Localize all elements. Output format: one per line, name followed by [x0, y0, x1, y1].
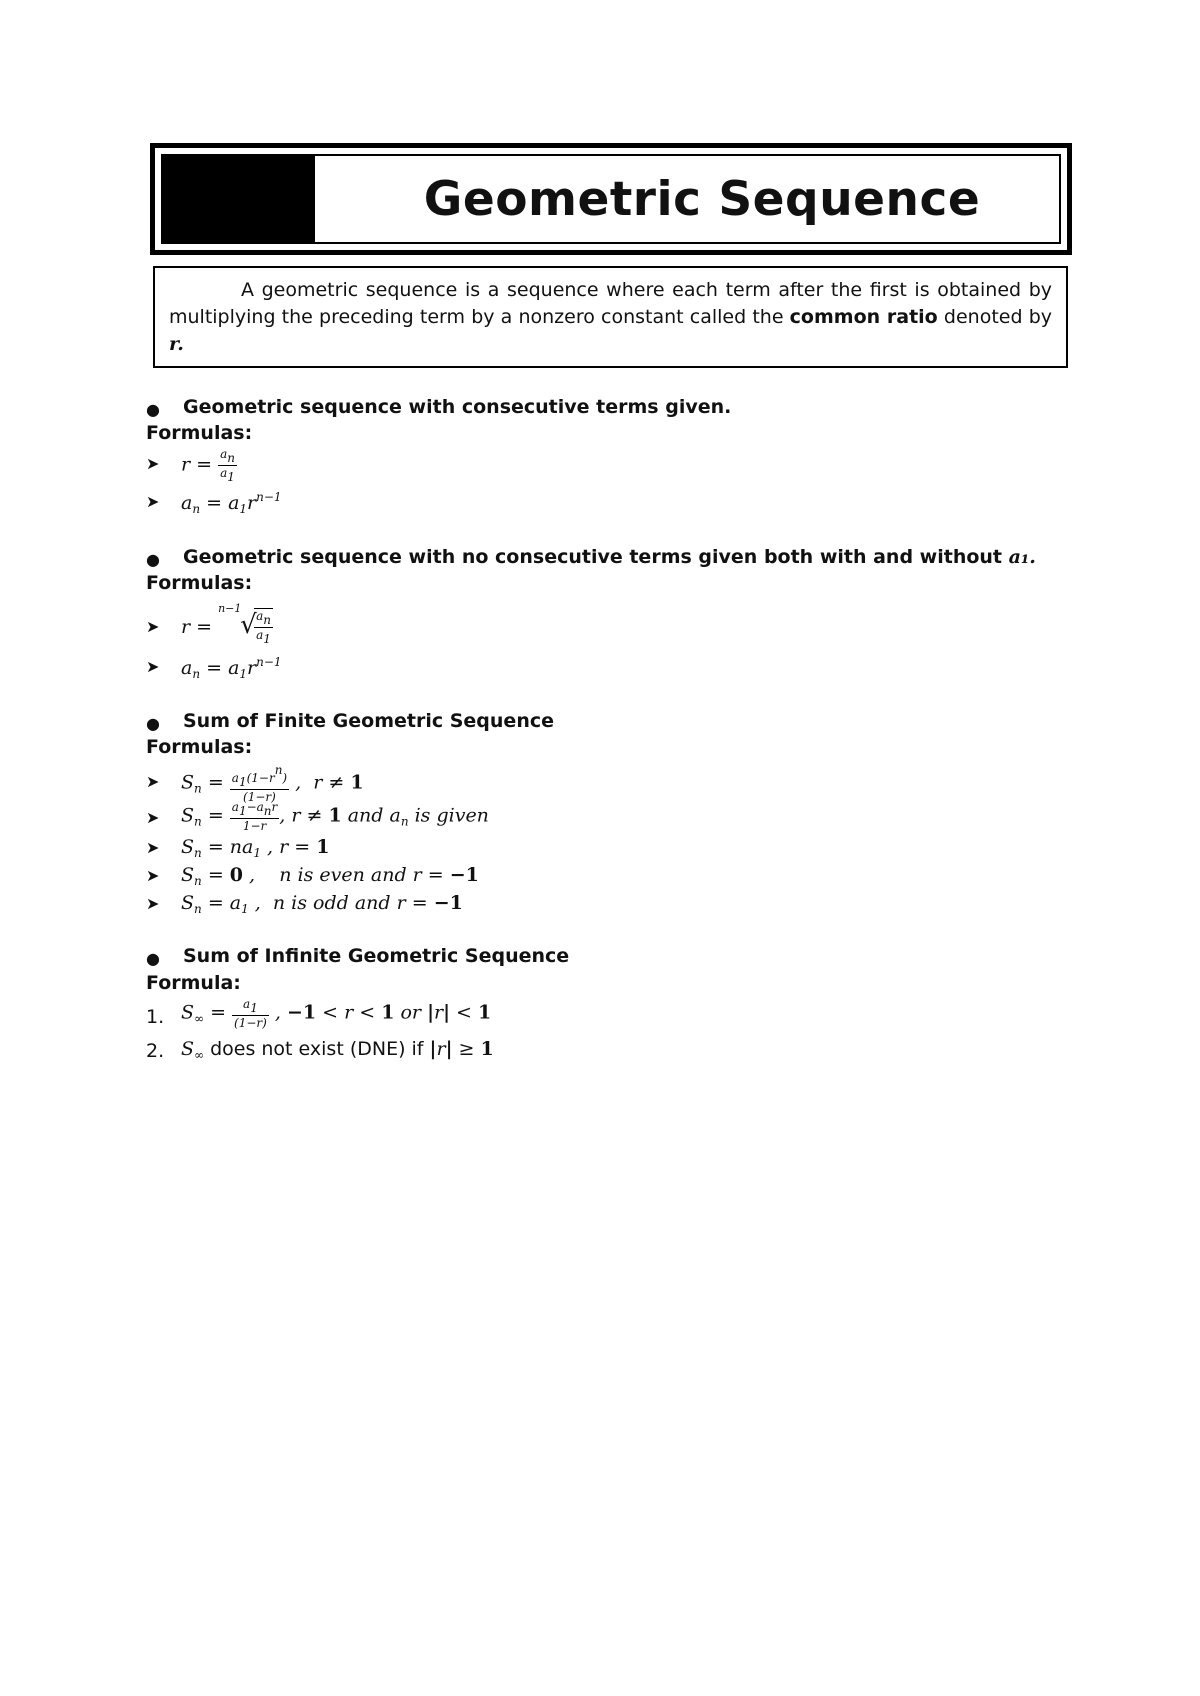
formula: $S_\infty$ does not exist (DNE) if |r| ≥ 1: [181, 1038, 494, 1062]
formulas-label: Formulas:: [146, 736, 253, 758]
definition-symbol: r.: [169, 333, 184, 355]
bullet-icon: ●: [146, 949, 160, 968]
formula: $S_n = a_1$ , n is odd and r = −1: [181, 892, 463, 916]
definition-term: common ratio: [789, 306, 938, 328]
formula: $a_n = a_1r^{n-1}$: [181, 655, 282, 681]
formula: $S_n = na_1$ , r = 1: [181, 836, 330, 860]
formulas-label: Formula:: [146, 972, 241, 994]
arrow-bullet-icon: ➤: [146, 772, 160, 791]
arrow-bullet-icon: ➤: [146, 808, 160, 827]
definition-text-after: denoted by: [937, 306, 1052, 328]
arrow-bullet-icon: ➤: [146, 866, 160, 885]
formula: $S_\infty$ = $\frac{a_1}{(1-r)}$ , −1 < r < 1 or |r| < 1: [181, 997, 492, 1030]
formula: $a_n = a_1r^{n-1}$: [181, 490, 282, 516]
formulas-label: Formulas:: [146, 572, 253, 594]
page-title: Geometric Sequence: [423, 171, 981, 227]
formula: r = $\frac{a_n}{a_1}$: [181, 447, 235, 484]
list-number: 2.: [146, 1040, 165, 1062]
arrow-bullet-icon: ➤: [146, 454, 160, 473]
section-heading: Geometric sequence with no consecutive terms given both with and without a₁.: [183, 546, 1036, 568]
title-frame: [150, 143, 1072, 255]
arrow-bullet-icon: ➤: [146, 492, 160, 511]
section-heading: Geometric sequence with consecutive terms given.: [183, 396, 732, 418]
title-black-block: [163, 156, 315, 242]
section-heading: Sum of Finite Geometric Sequence: [183, 710, 554, 732]
section-heading: Sum of Infinite Geometric Sequence: [183, 945, 570, 967]
arrow-bullet-icon: ➤: [146, 657, 160, 676]
bullet-icon: ●: [146, 714, 160, 733]
formula: $S_n$ = $\frac{a_1(1-r^n)}{(1-r)}$ , r ≠ 1: [181, 763, 364, 804]
arrow-bullet-icon: ➤: [146, 838, 160, 857]
formula: $S_n$ = $\frac{a_1-a_nr}{1-r}$ , r ≠ 1 and $a_n$ is given: [181, 800, 489, 833]
formulas-label: Formulas:: [146, 422, 253, 444]
definition-text: A geometric sequence is a sequence where each term after the first is obtained by multiplying the preceding term by a nonzero constant called the: [169, 279, 1052, 328]
arrow-bullet-icon: ➤: [146, 617, 160, 636]
list-number: 1.: [146, 1006, 165, 1028]
bullet-icon: ●: [146, 400, 160, 419]
arrow-bullet-icon: ➤: [146, 894, 160, 913]
title-inner-frame: [161, 154, 1061, 244]
bullet-icon: ●: [146, 550, 160, 569]
definition-box: [153, 266, 1068, 368]
formula: r = n−1 √ $\frac{a_n}{a_1}$: [181, 602, 271, 646]
formula: $S_n = 0$ , n is even and r = −1: [181, 864, 479, 888]
